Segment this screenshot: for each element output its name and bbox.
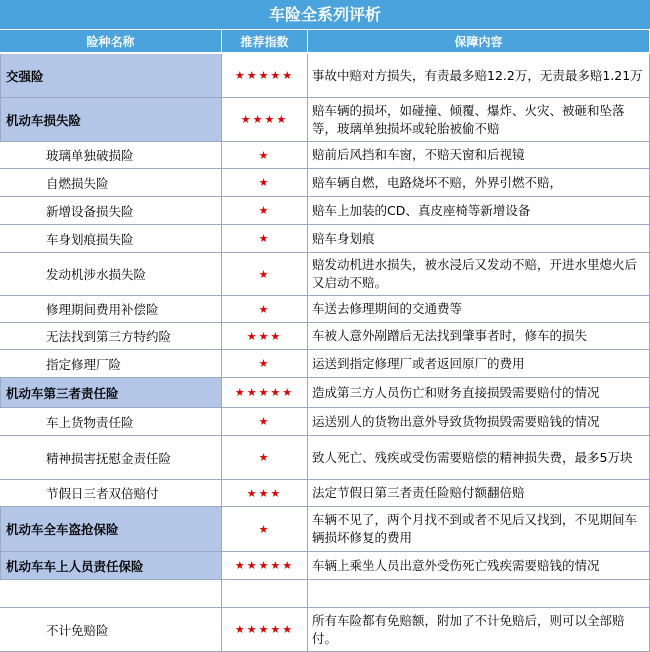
table-header [0, 30, 650, 54]
rating-stars: ★★★★★ [222, 378, 308, 408]
table-title: 车险全系列评析 [0, 0, 650, 30]
coverage-description: 致人死亡、残疾或受伤需要赔偿的精神损失费，最多5万块 [308, 436, 650, 480]
rating-stars: ★★★ [222, 323, 308, 350]
coverage-description: 车送去修理期间的交通费等 [308, 296, 650, 323]
coverage-description [308, 580, 650, 608]
rating-stars: ★ [222, 296, 308, 323]
table-row [0, 323, 650, 350]
coverage-description: 车被人意外剐蹭后无法找到肇事者时，修车的损失 [308, 323, 650, 350]
coverage-description: 运送别人的货物出意外导致货物损毁需要赔钱的情况 [308, 408, 650, 436]
table-row [0, 253, 650, 296]
insurance-name: 新增设备损失险 [0, 197, 222, 225]
insurance-name: 车上货物责任险 [0, 408, 222, 436]
coverage-description: 车辆上乘坐人员出意外受伤死亡残疾需要赔钱的情况 [308, 552, 650, 580]
table-row [0, 507, 650, 552]
rating-stars: ★ [222, 197, 308, 225]
coverage-description: 赔车身划痕 [308, 225, 650, 253]
rating-stars: ★ [222, 408, 308, 436]
coverage-description: 赔车辆的损坏，如碰撞、倾覆、爆炸、火灾、被砸和坠落等，玻璃单独损坏或轮胎被偷不赔 [308, 98, 650, 142]
rating-stars: ★ [222, 436, 308, 480]
table-row [0, 580, 650, 608]
table-row [0, 197, 650, 225]
coverage-description: 法定节假日第三者责任险赔付额翻倍赔 [308, 480, 650, 507]
insurance-name: 车身划痕损失险 [0, 225, 222, 253]
table-row [0, 54, 650, 98]
table-row [0, 436, 650, 480]
rating-stars: ★★★ [222, 480, 308, 507]
table-row [0, 98, 650, 142]
table-row [0, 608, 650, 652]
insurance-name: 修理期间费用补偿险 [0, 296, 222, 323]
coverage-description: 赔车辆自燃，电路烧坏不赔，外界引燃不赔， [308, 169, 650, 197]
table-row [0, 378, 650, 408]
insurance-name: 机动车车上人员责任保险 [0, 552, 222, 580]
rating-stars: ★★★★★ [222, 552, 308, 580]
insurance-name: 无法找到第三方特约险 [0, 323, 222, 350]
header-name: 险种名称 [0, 30, 222, 53]
insurance-name: 玻璃单独破损险 [0, 142, 222, 169]
insurance-name: 节假日三者双倍赔付 [0, 480, 222, 507]
insurance-name: 自燃损失险 [0, 169, 222, 197]
coverage-description: 赔发动机进水损失，被水浸后又发动不赔，开进水里熄火后又启动不赔。 [308, 253, 650, 296]
rating-stars: ★★★★★ [222, 608, 308, 652]
coverage-description: 赔车上加装的CD、真皮座椅等新增设备 [308, 197, 650, 225]
insurance-name: 指定修理厂险 [0, 350, 222, 378]
rating-stars [222, 580, 308, 608]
rating-stars: ★ [222, 350, 308, 378]
table-row [0, 225, 650, 253]
rating-stars: ★★★★ [222, 98, 308, 142]
rating-stars: ★★★★★ [222, 54, 308, 98]
header-coverage: 保障内容 [308, 30, 650, 53]
coverage-description: 运送到指定修理厂或者返回原厂的费用 [308, 350, 650, 378]
table-row [0, 350, 650, 378]
insurance-name: 交强险 [0, 54, 222, 98]
rating-stars: ★ [222, 225, 308, 253]
header-rating: 推荐指数 [222, 30, 308, 53]
insurance-name [0, 580, 222, 608]
insurance-name: 机动车损失险 [0, 98, 222, 142]
table-row [0, 296, 650, 323]
rating-stars: ★ [222, 169, 308, 197]
table-body [0, 54, 650, 652]
rating-stars: ★ [222, 507, 308, 552]
table-row [0, 169, 650, 197]
table-row [0, 408, 650, 436]
rating-stars: ★ [222, 142, 308, 169]
insurance-name: 机动车第三者责任险 [0, 378, 222, 408]
insurance-name: 精神损害抚慰金责任险 [0, 436, 222, 480]
table-row [0, 480, 650, 507]
coverage-description: 所有车险都有免赔额，附加了不计免赔后，则可以全部赔付。 [308, 608, 650, 652]
insurance-name: 不计免赔险 [0, 608, 222, 652]
coverage-description: 车辆不见了，两个月找不到或者不见后又找到，不见期间车辆损坏修复的费用 [308, 507, 650, 552]
table-row [0, 552, 650, 580]
coverage-description: 造成第三方人员伤亡和财务直接损毁需要赔付的情况 [308, 378, 650, 408]
insurance-name: 机动车全车盗抢保险 [0, 507, 222, 552]
insurance-name: 发动机涉水损失险 [0, 253, 222, 296]
coverage-description: 赔前后风挡和车窗，不赔天窗和后视镜 [308, 142, 650, 169]
coverage-description: 事故中赔对方损失，有责最多赔12.2万，无责最多赔1.21万 [308, 54, 650, 98]
rating-stars: ★ [222, 253, 308, 296]
table-row [0, 142, 650, 169]
